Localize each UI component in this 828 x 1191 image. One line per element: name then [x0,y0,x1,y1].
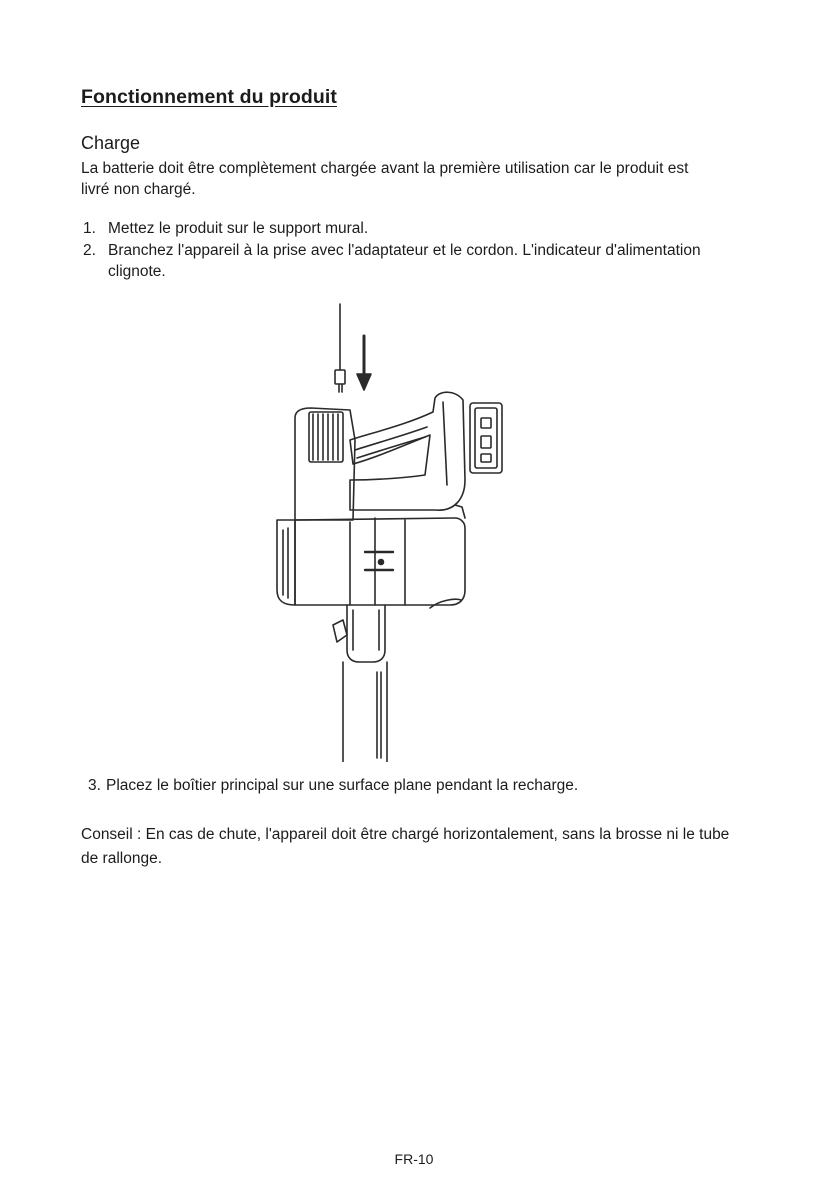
page-number: FR-10 [394,1151,434,1167]
extension-tube-icon [343,662,387,762]
step-number: 3. [88,777,101,794]
motor-head-icon [277,408,355,605]
charger-plug-icon [335,304,345,392]
section-title: Fonctionnement du produit [81,86,337,108]
neck-icon [333,605,385,662]
step-text: Placez le boîtier principal sur une surface plane pendant la recharge. [106,777,579,794]
step-number: 1. [83,220,96,237]
tip-paragraph: Conseil : En cas de chute, l'appareil doit être chargé horizontalement, sans la brosse ni le tube de rallonge. [81,826,730,867]
subsection-title: Charge [81,133,141,153]
vacuum-charging-illustration [255,300,535,762]
step-text: Branchez l'appareil à la prise avec l'adaptateur et le cordon. L'indicateur d'alimentation clignote. [108,242,701,280]
wall-mount-icon [470,403,502,473]
step-number: 2. [83,242,96,259]
handle-icon [350,392,465,510]
intro-paragraph: La batterie doit être complètement chargée avant la première utilisation car le produit est livré non chargé. [81,160,689,198]
step-text: Mettez le produit sur le support mural. [108,220,369,237]
down-arrow-icon [357,336,371,390]
dust-bin-icon [295,505,465,608]
